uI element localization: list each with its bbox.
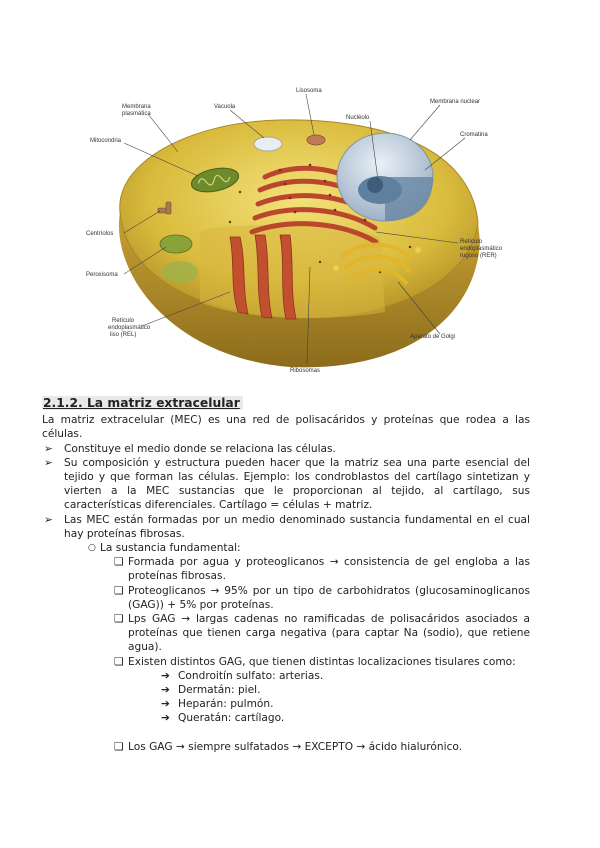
bullet-arrow-icon: ➢	[44, 442, 53, 455]
label-ret-rugoso-2: endoplasmático	[460, 246, 503, 252]
bullet-arrow-icon: ➢	[44, 456, 53, 469]
bullet-item	[42, 456, 530, 513]
label-nucleolo: Nucléolo	[346, 115, 370, 121]
square-bullet-icon: ❏	[114, 556, 124, 569]
bullet-item	[42, 442, 530, 456]
gag-item-text: Dermatán: piel.	[178, 684, 261, 697]
square-bullet-icon: ❏	[114, 613, 124, 626]
arrow-icon: ➔	[161, 669, 170, 682]
gag-item	[42, 711, 530, 725]
smooth-er	[230, 235, 296, 319]
square-item	[42, 740, 530, 754]
bullet-item	[42, 513, 530, 541]
square-item-text: Los GAG → siempre sulfatados → EXCEPTO → ácido hialurónico.	[128, 740, 463, 753]
section-heading: 2.1.2. La matriz extracelular	[42, 396, 243, 410]
label-membrana-nuclear: Membrana nuclear	[430, 99, 481, 105]
square-item	[42, 584, 530, 612]
square-bullet-icon: ❏	[114, 584, 124, 597]
section-content	[42, 396, 530, 754]
square-item-text: Proteoglicanos → 95% por un tipo de carbohidratos (glucosaminoglicanos (GAG)) + 5% por proteínas.	[128, 584, 530, 611]
label-ribosomas: Ribosomas	[290, 368, 321, 374]
sub-item	[42, 541, 530, 555]
square-item	[42, 555, 530, 583]
bullet-text: Su composición y estructura pueden hacer que la matriz sea una parte esencial del tejido y que forman las células. Ejemplo: los condroblastos del cartílago sintetizan y vierten a la MEC sustancias que le proporcionan al tejido, al cartílago, sus características diferenciales. Cartílago = células + matriz.	[64, 456, 530, 512]
lysosome	[307, 135, 325, 145]
bullet-arrow-icon: ➢	[44, 513, 53, 526]
peroxisome	[160, 235, 192, 253]
sub-item-text: La sustancia fundamental:	[100, 542, 241, 555]
circle-bullet-icon: ○	[88, 543, 96, 554]
intro-paragraph: La matriz extracelular (MEC) es una red de polisacáridos y proteínas que rodea a las células.	[42, 414, 530, 441]
square-item-text: Formada por agua y proteoglicanos → consistencia de gel engloba a las proteínas fibrosas.	[128, 556, 530, 583]
label-ret-liso-2: endoplasmático	[108, 325, 151, 331]
label-membrana-2: plasmática	[122, 111, 151, 117]
square-item	[42, 612, 530, 655]
gag-item	[42, 669, 530, 683]
label-centriolos: Centríolos	[86, 231, 114, 237]
label-membrana-1: Membrana	[122, 104, 151, 110]
label-ret-rugoso-3: rugoso (RER)	[460, 253, 497, 259]
vacuole	[254, 137, 282, 151]
arrow-icon: ➔	[161, 684, 170, 697]
label-ret-liso-1: Retículo	[112, 318, 135, 324]
label-ret-rugoso-1: Retículo	[460, 239, 483, 245]
gag-item-text: Queratán: cartílago.	[178, 712, 285, 725]
label-cromatina: Cromatina	[460, 132, 488, 138]
square-item-text: Lps GAG → largas cadenas no ramificadas de polisacáridos asociados a proteínas que tienen carga negativa (para captar Na (sodio), que retiene agua).	[128, 613, 530, 654]
nucleolus	[367, 177, 383, 193]
label-golgi: Aparato de Golgi	[410, 334, 456, 340]
label-mitocondria: Mitocondria	[90, 138, 122, 144]
arrow-icon: ➔	[161, 712, 170, 725]
nucleus	[337, 133, 433, 221]
arrow-icon: ➔	[161, 698, 170, 711]
gag-item	[42, 683, 530, 697]
square-item	[42, 655, 530, 669]
bullet-text: Las MEC están formadas por un medio denominado sustancia fundamental en el cual hay proteínas fibrosas.	[64, 513, 530, 540]
square-bullet-icon: ❏	[114, 655, 124, 668]
gag-item-text: Condroitín sulfato: arterias.	[178, 669, 324, 682]
label-peroxisoma: Peroxisoma	[86, 272, 118, 278]
square-bullet-icon: ❏	[114, 740, 124, 753]
label-ret-liso-3: liso (REL)	[110, 332, 137, 338]
bullet-text: Constituye el medio donde se relaciona las células.	[64, 442, 336, 455]
gag-item	[42, 697, 530, 711]
cell-diagram	[80, 72, 520, 382]
label-lisosoma: Lisosoma	[296, 88, 322, 94]
label-vacuola: Vacuola	[214, 104, 236, 110]
gag-item-text: Heparán: pulmón.	[178, 698, 274, 711]
square-item-text: Existen distintos GAG, que tienen distintas localizaciones tisulares como:	[128, 655, 516, 668]
